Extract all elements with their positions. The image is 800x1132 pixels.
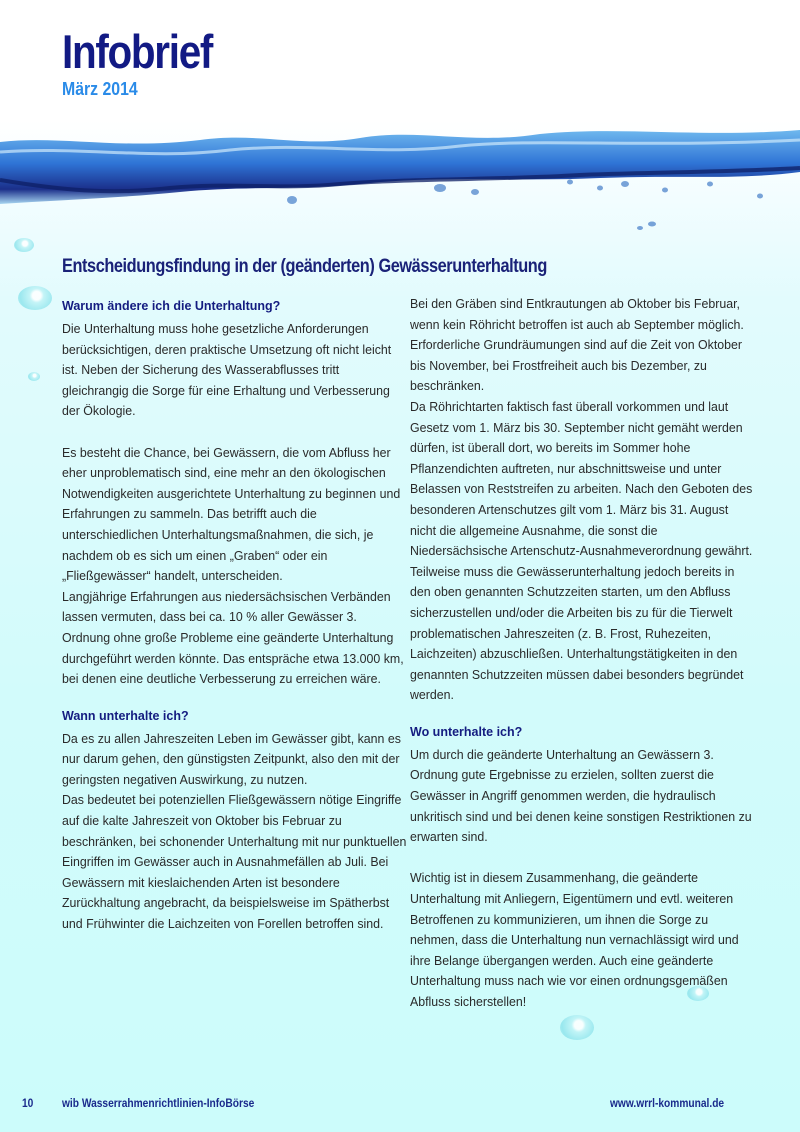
website-link[interactable]: www.wrrl-kommunal.de [610,1096,725,1110]
page-number: 10 [22,1096,34,1110]
section-heading-where: Wo unterhalte ich? [410,723,523,739]
paragraph: Wichtig ist in diesem Zusammenhang, die geänderte Unterhaltung mit Anliegern, Eigentümern und evtl. weiteren Betroffenen zu kommunizieren, um ihnen die Sorge zu nehmen, dass die Unterhaltung nun vernachlässigt wird und ihre Belange übergangen werden. Auch eine geänderte Unterhaltung muss nach wie vor einen ordnungsgemäßen Abfluss sicherstellen! [410,870,739,1009]
water-droplets [287,180,763,231]
section-heading-when: Wann unterhalte ich? [62,707,189,723]
paragraph: Die Unterhaltung muss hohe gesetzliche Anforderungen berücksichtigen, deren praktische Umsetzung oft nicht leicht ist. Neben der Sicherung des Wasserabflusses tritt gleichrangig die Sorge für eine Erhaltung und Verbesserung der Ökologie. [62,321,392,419]
paragraph: Bei den Gräben sind Entkrautungen ab Oktober bis Februar, wenn kein Röhricht betroffen ist auch ab September möglich. Erforderliche Grundräumungen sind auf die Zeit von Oktober bis November, bei Frostfreiheit auch bis Dezember, zu beschränken. [410,296,744,394]
water-wave-banner [0,120,800,230]
article-title: Entscheidungsfindung in der (geänderten) Gewässerunterhaltung [62,255,547,277]
paragraph: Es besteht die Chance, bei Gewässern, die vom Abfluss her eher unproblematisch sind, eine mehr an den ökologischen Notwendigkeiten ausgerichtete Unterhaltung zu beginnen und Erfahrungen zu sammeln. Das betrifft auch die unterschiedlichen Unterhaltungsmaßnahmen, die sich, je nachdem ob es sich um einen „Graben“ oder ein „Fließgewässer“ handelt, unterscheiden. [62,444,401,584]
right-column [410,294,755,1013]
bubble-decoration [14,238,34,252]
issue-date: März 2014 [62,79,138,99]
bubble-decoration [18,286,52,310]
bubble-decoration [28,372,40,381]
newsletter-title: Infobrief [62,25,213,78]
paragraph: Um durch die geänderte Unterhaltung an Gewässern 3. Ordnung gute Ergebnisse zu erzielen, sollten zuerst die Gewässer in Angriff genommen werden, die hydraulisch unkritisch sind und bei denen keine sonstigen Restriktionen zu erwarten sind. [410,746,752,845]
publication-name: wib Wasserrahmenrichtlinien-InfoBörse [62,1096,255,1110]
section-heading-why: Warum ändere ich die Unterhaltung? [62,298,281,313]
bubble-decoration [560,1015,594,1040]
paragraph: Da es zu allen Jahreszeiten Leben im Gewässer gibt, kann es nur darum gehen, den günstigsten Zeitpunkt, also den mit der geringsten negativen Auswirkung, zu nutzen. [62,730,401,787]
left-column [62,296,407,935]
paragraph: Das bedeutet bei potenziellen Fließgewässern nötige Eingriffe auf die kalte Jahreszeit von Oktober bis Februar zu beschränken, bei schonender Unterhaltung mit nur punktuellen Eingriffen im Gewässer auch in Ausnahmefällen ab Juli. Bei Gewässern mit kieslaichenden Arten ist besondere Zurückhaltung angebracht, da beispielsweise im Spätherbst und Frühwinter die Laichzeiten von Forellen betroffen sind. [62,792,407,932]
paragraph: Langjährige Erfahrungen aus niedersächsischen Verbänden lassen vermuten, dass bei ca. 10 % aller Gewässer 3. Ordnung ohne große Probleme eine geänderte Unterhaltung durchgeführt werden könnte. Das entspräche etwa 13.000 km, bei denen eine deutliche Verbesserung zu erreichen wäre. [62,588,404,687]
paragraph: Da Röhrichtarten faktisch fast überall vorkommen und laut Gesetz vom 1. März bis 30. September nicht gemäht werden dürfen, ist überall dort, wo bereits im Sommer hohe Pflanzendichten auftreten, nur abschnittsweise und unter Belassen von Reststreifen zu arbeiten. Nach den Geboten des besonderen Artenschutzes gilt vom 1. März bis 31. August nicht die allgemeine Ausnahme, die sonst die Niedersächsische Artenschutz-Ausnahmeverordnung gewährt. Teilweise muss die Gewässerunterhaltung jedoch bereits in den oben genannten Schutzzeiten starten, um den Abfluss sicherzustellen und/oder die Arbeiten bis zu für die Tierwelt problematischen Jahreszeiten (z. B. Frost, Ruhezeiten, Laichzeiten) abzuschließen. Unterhaltungstätigkeiten in den genannten Schutzzeiten müssen dabei besonders begründet werden. [410,398,753,703]
